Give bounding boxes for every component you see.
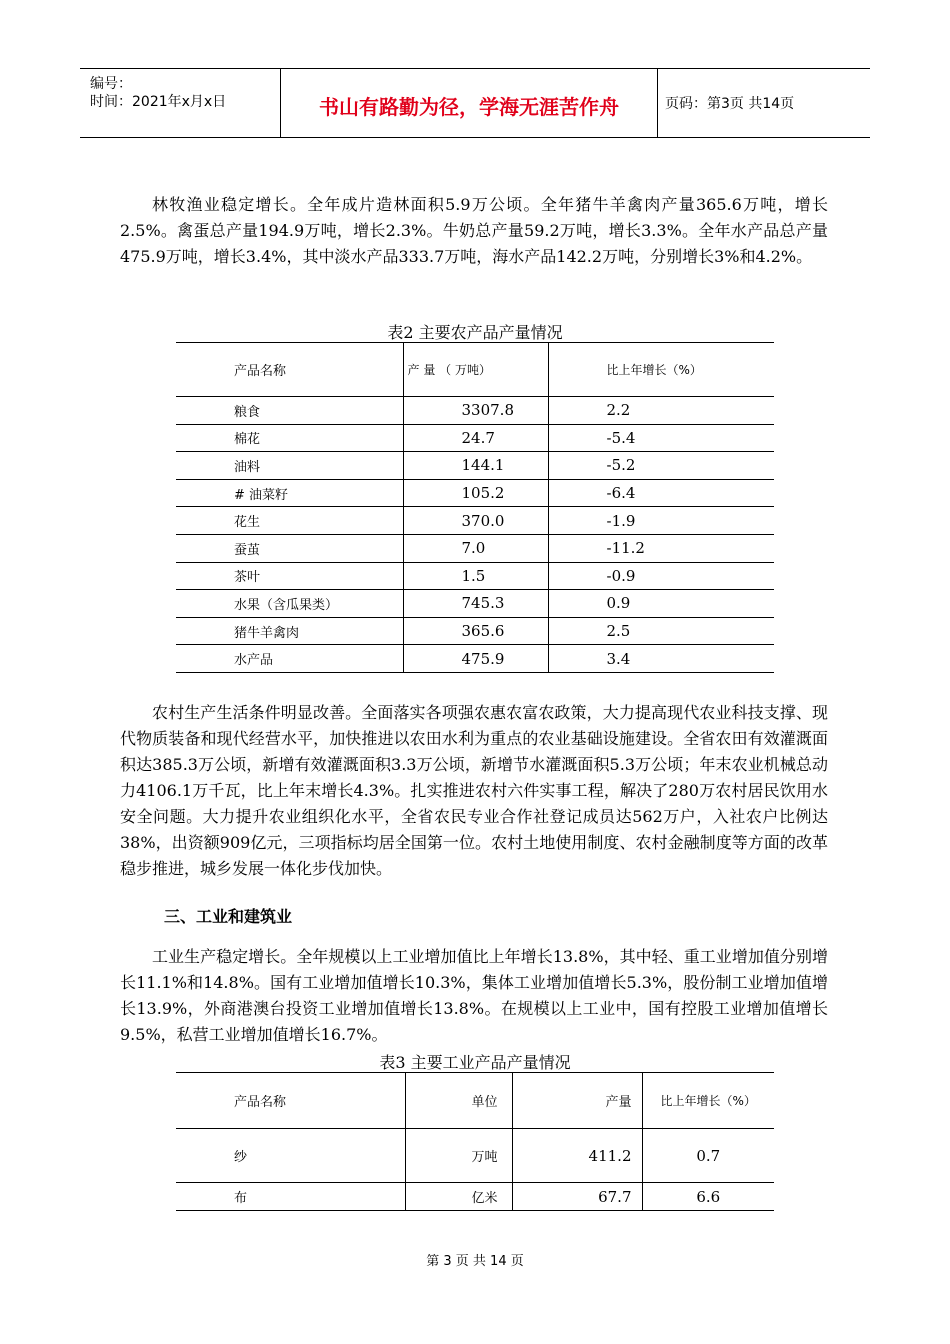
number-label: 编号： [90,76,132,92]
paragraph-rural: 农村生产生活条件明显改善。全面落实各项强农惠农富农政策，大力提高现代农业科技支撑、现代物质装备和现代经营水平，加快推进以农田水利为重点的农业基础设施建设。全省农田有效灌溉面积达385.3万公顷，新增有效灌溉面积3.3万公顷，新增节水灌溉面积5.3万公顷；年末农业机械总动力4106.1万千瓦，比上年末增长4.3%。扎实推进农村六件实事工程，解决了280万农村居民饮用水安全问题。大力提升农业组织化水平，全省农民专业合作社登记成员达562万户，入社农户比例达38%，出资额909亿元，三项指标均居全国第一位。农村土地使用制度、农村金融制度等方面的改革稳步推进，城乡发展一体化步伐加快。 [120,703,828,878]
table-row [176,590,774,618]
paragraph-forestry: 林牧渔业稳定增长。全年成片造林面积5.9万公顷。全年猪牛羊禽肉产量365.6万吨，增长2.5%。禽蛋总产量194.9万吨，增长2.3%。牛奶总产量59.2万吨，增长3.3%。全年水产品总产量475.9万吨，增长3.4%，其中淡水产品333.7万吨，海水产品142.2万吨，分别增长3%和4.2%。 [120,195,828,266]
header-motto-box [280,69,658,137]
table2-cell-growth: -5.2 [548,452,774,480]
header-motto: 书山有路勤为径，学海无涯苦作舟 [319,95,619,119]
table-row [176,1183,774,1211]
table-row [176,534,774,562]
table2-cell-output: 7.0 [403,534,548,562]
table3-cell-name: 纱 [234,1150,248,1165]
table3-cell-output: 67.7 [512,1183,642,1211]
table2-cell-output: 365.6 [403,617,548,645]
table2-cell-name: 花生 [234,515,261,531]
table2-cell-name: 蚕茧 [234,542,261,558]
table2-cell-name: 猪牛羊禽肉 [234,625,300,641]
table2-cell-name: 油料 [234,459,261,475]
table-row [176,397,774,425]
section-heading: 三、工业和建筑业 [164,907,293,926]
table2-cell-growth: 2.5 [548,617,774,645]
table2-cell-output: 475.9 [403,645,548,673]
time-label: 时间：2021年x月x日 [90,94,227,110]
table2-cell-growth: -1.9 [548,507,774,535]
table2-cell-name: 棉花 [234,432,261,448]
table2-cell-output: 24.7 [403,424,548,452]
table-row [176,1129,774,1183]
table2-cell-growth: -11.2 [548,534,774,562]
table3-cell-unit: 亿米 [405,1183,512,1211]
table2-cell-growth: -0.9 [548,562,774,590]
table3-cell-growth: 6.6 [642,1183,774,1211]
table3-cell-growth: 0.7 [642,1129,774,1183]
table3-header-row [176,1073,774,1129]
table-row [176,479,774,507]
table2-cell-growth: 0.9 [548,590,774,618]
table-row [176,507,774,535]
table-row [176,452,774,480]
table-row [176,617,774,645]
table2-header-output: 产 量 （ 万吨） [403,343,548,397]
table3-cell-output: 411.2 [512,1129,642,1183]
table3-header-name: 产品名称 [234,1095,287,1110]
table2-header-name: 产品名称 [234,364,287,379]
table2-cell-name: 水产品 [234,653,274,669]
table3-header-growth: 比上年增长（%） [642,1073,774,1129]
page-info: 页码：第3页 共14页 [665,96,795,112]
table3-header-output: 产量 [512,1073,642,1129]
table2-header-row [176,343,774,397]
table3-caption: 表3 主要工业产品产量情况 [379,1053,571,1072]
table2-header-growth: 比上年增长（%） [548,343,774,397]
table2-cell-growth: -6.4 [548,479,774,507]
table3-cell-unit: 万吨 [405,1129,512,1183]
table2-cell-name: 茶叶 [234,570,261,586]
table-row [176,645,774,673]
table-row [176,562,774,590]
header-left [80,69,280,137]
table2-cell-name: 水果（含瓜果类） [234,597,339,613]
page-footer: 第 3 页 共 14 页 [426,1254,524,1269]
table2-caption: 表2 主要农产品产量情况 [387,323,563,342]
table2-cell-output: 144.1 [403,452,548,480]
table3-cell-name: 布 [234,1191,248,1206]
table3-header-unit: 单位 [405,1073,512,1129]
table2-cell-growth: 2.2 [548,397,774,425]
page-header [80,68,870,138]
table2-cell-output: 370.0 [403,507,548,535]
table2-cell-output: 105.2 [403,479,548,507]
paragraph-industry: 工业生产稳定增长。全年规模以上工业增加值比上年增长13.8%，其中轻、重工业增加值分别增长11.1%和14.8%。国有工业增加值增长10.3%，集体工业增加值增长5.3%，股份制工业增加值增长13.9%，外商港澳台投资工业增加值增长13.8%。在规模以上工业中，国有控股工业增加值增长9.5%，私营工业增加值增长16.7%。 [120,947,828,1044]
table-row [176,424,774,452]
table2-cell-output: 1.5 [403,562,548,590]
table3 [176,1072,774,1211]
table2-cell-name: # 油菜籽 [234,487,289,503]
table2-cell-growth: 3.4 [548,645,774,673]
table2-cell-growth: -5.4 [548,424,774,452]
table2-cell-output: 745.3 [403,590,548,618]
table2-cell-output: 3307.8 [403,397,548,425]
table2-cell-name: 粮食 [234,404,261,420]
table2 [176,342,774,673]
